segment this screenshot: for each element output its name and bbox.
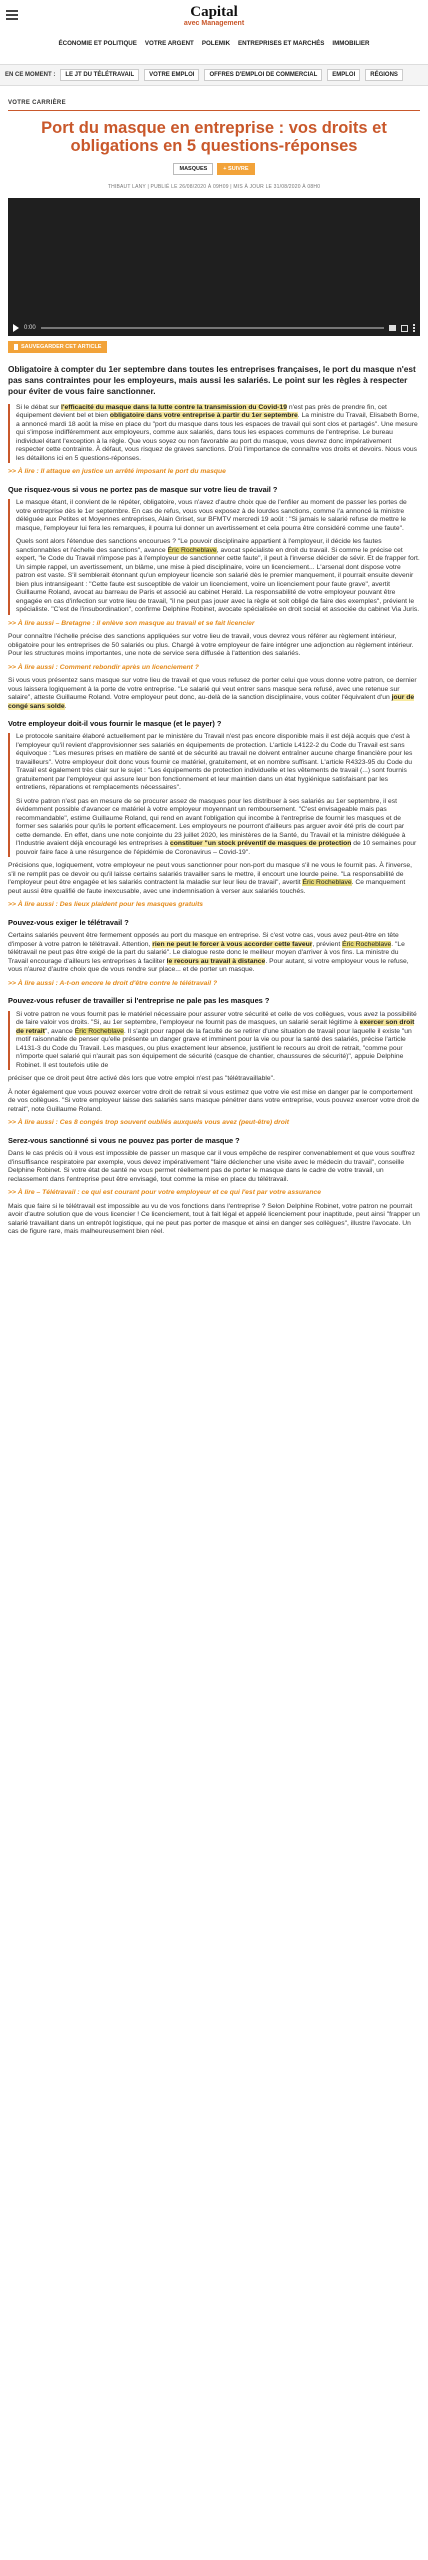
section-box [8, 733, 420, 857]
video-player[interactable] [8, 198, 420, 336]
section-heading: Pouvez-vous refuser de travailler si l'entreprise ne pale pas les masques ? [8, 996, 270, 1006]
save-article-button[interactable]: SAUVEGARDER CET ARTICLE [8, 341, 107, 353]
person-link[interactable]: Éric Rocheblave [74, 1027, 124, 1035]
paragraph: Dans le cas précis où il vous est impossible de passer un masque car il vous empêche de respirer convenablement et que vous souffrez d'insuffisance respiratoire par exemple, vous devez impérativement "faire déclencher une visite avec le médecin du travail", conseille Delphine Robinet. Si votre état de santé ne vous permet réellement pas de porter le masque dans le cadre de votre travail, un reclassement dans l'entreprise peut être envisagé, tout comme la mise en place du télétravail. [8, 1150, 415, 1183]
related-link[interactable]: >> À lire aussi : A-t-on encore le droit d'être contre le télétravail ? [8, 979, 218, 987]
article-body [8, 404, 420, 1237]
paragraph: Certains salariés peuvent être fermement opposés au port du masque en entreprise. Si c'est votre cas, vous avez peut-être en tête d'imposer à votre patron le télétravail. Attention, rien ne peut le forcer à vous accorder cette faveur, prévient Éric Rocheblave. "Le télétravail ne peut pas être exigé de la part du salarié". Le dialogue reste donc le meilleur moyen d'arriver à vos fins. La ministre du Travail encourage d'ailleurs les entreprises à faciliter le recours au travail à distance. Pour autant, si votre employeur vous le refuse, vous n'aurez d'autre choix que de vous rendre sur place... et de porter un masque. [8, 932, 409, 974]
paragraph: préciser que ce droit peut être activé dès lors que votre emploi n'est pas "télétravaillable". [8, 1075, 275, 1083]
inline-link[interactable]: le recours au travail à distance [166, 957, 266, 965]
volume-icon[interactable] [389, 325, 396, 331]
video-progress-track[interactable] [41, 327, 384, 329]
paragraph: Pour connaître l'échelle précise des sanctions appliquées sur votre lieu de travail, vous devrez vous référer au règlement intérieur, obligatoire pour les entreprises de 50 salariés ou plus. Chargé à votre employeur de faire intégrer une adjonction au règlement intérieur. Pour les structures moins importantes, une note de service sera diffusée à l'attention des salariés. [8, 633, 414, 658]
nav-item-argent[interactable]: VOTRE ARGENT [144, 40, 194, 47]
video-controls [8, 320, 420, 336]
site-header [0, 0, 428, 64]
related-link[interactable]: >> À lire aussi : Comment rebondir après un licenciement ? [8, 663, 199, 671]
trending-bar [0, 64, 428, 86]
inline-link[interactable]: exercer son droit de retrait [16, 1019, 415, 1035]
fullscreen-icon[interactable] [401, 325, 408, 332]
lead-paragraph: Si le débat sur l'efficacité du masque dans la lutte contre la transmission du Covid-19 n'est pas près de prendre fin, cet équipement devient bel et bien obligatoire dans votre entreprise à partir du 1er septembre. La ministre du Travail, Elisabeth Borne, a annoncé mardi 18 août la mise en place du "port du masque dans tous les espaces de travail qui sont clos et partagés". Une mesure qui s'impose indifféremment aux employeurs, comme aux salariés, dans tous les espaces communs de l'entreprise. Le bureau individuel étant l'exception à la règle. Que vous soyez ou non favorable au port du masque, vous devrez donc impérativement respecter cette contrainte. À défaut, vous risquez de graves sanctions. D'où l'importance de connaître vos droits et devoirs. Nous vous les détaillons ici en 5 questions-réponses. [8, 404, 420, 464]
trending-label: EN CE MOMENT : [5, 72, 56, 78]
section-heading: Serez-vous sanctionné si vous ne pouvez pas porter de masque ? [8, 1135, 240, 1145]
rubric[interactable]: VOTRE CARRIÈRE [8, 100, 66, 106]
related-link[interactable]: >> À lire : Il attaque en justice un arrêté imposant le port du masque [8, 468, 226, 476]
menu-icon[interactable] [6, 10, 18, 20]
paragraph: Si votre patron ne vous fournit pas le matériel nécessaire pour assurer votre sécurité et celle de vos collègues, vous avez la possibilité de faire valoir vos droits. "Si, au 1er septembre, l'employeur ne fournit pas de masques, un salarié serait légitime à exercer son droit de retrait", avance Éric Rocheblave. Il s'agit pour rappel de la faculté de se retirer d'une situation de travail pour laquelle il existe "un motif raisonnable de penser qu'elle présente un danger grave et imminent pour la vie ou pour la santé des salariés, précise l'article L4131-3 du Code du Travail. Les masques, ou plus exactement leur absence, justifient le recours au droit de retrait, "comme pour n'importe quel salarié qui n'aurait pas son équipement de sécurité (casque de chantier, chaussures de sécurité)", appuie Delphine Robinet. Il est toutefois utile de [16, 1010, 417, 1069]
section-box [8, 1011, 420, 1071]
inline-link[interactable]: jour de congé sans solde [8, 694, 415, 710]
person-link[interactable]: Éric Rocheblave [302, 879, 352, 887]
article-standfirst: Obligatoire à compter du 1er septembre dans toutes les entreprises françaises, le port du masque n'est pas sans contraintes pour les employeurs, mais aussi les salariés. Le point sur les règles à respecter pour éviter de vous faire sanctionner. [8, 364, 416, 397]
follow-button[interactable]: + SUIVRE [217, 163, 254, 175]
inline-link[interactable]: rien ne peut le forcer à vous accorder cette faveur [152, 940, 313, 948]
main-nav [0, 40, 428, 47]
inline-link[interactable]: constituer "un stock préventif de masques de protection [170, 840, 352, 848]
byline: THIBAUT LANY | PUBLIÉ LE 26/08/2020 À 09H09 | MIS À JOUR LE 31/08/2020 À 08H0 [107, 184, 321, 190]
rubric-divider [8, 110, 420, 111]
article-title: Port du masque en entreprise : vos droits et obligations en 5 questions-réponses [41, 119, 387, 155]
section-heading: Que risquez-vous si vous ne portez pas de masque sur votre lieu de travail ? [8, 484, 278, 494]
inline-link[interactable]: l'efficacité du masque dans la lutte contre la transmission du Covid-19 [61, 403, 287, 411]
paragraph: Mais que faire si le télétravail est impossible au vu de vos fonctions dans l'entreprise ? Selon Delphine Robinet, votre patron ne pourrait avoir d'autre solution que de vous licencier ! Ce licenciement, tout à fait légal et appelé licenciement pour inaptitude, peut ainsi "frapper un salarié travaillant dans un entrepôt logistique, qui ne peut pas porter de masque et ainsi en danger ses collègues", illustre l'avocate. Un cas de figure rare, mais malheureusement bien réel. [8, 1202, 420, 1236]
person-link[interactable]: Éric Rocheblave [167, 546, 217, 554]
video-time: 0:00 [24, 325, 36, 331]
paragraph: Le protocole sanitaire élaboré actuellement par le ministère du Travail n'est pas encore disponible mais il est déjà acquis que c'est à l'employeur qu'il revient d'approvisionner ses salariés en équipements de protection. L'article L4122-2 du Code du Travail est sans équivoque : "Les mesures prises en matière de santé et de sécurité au travail ne doivent entraîner aucune charge financière pour les travailleurs". Votre employeur doit donc vous fournir ce matériel, gratuitement, et en nombre suffisant. L'article R4323-95 du Code du Travail est également très clair sur le sujet : "Les équipements de protection individuelle et les vêtements de travail (...) sont fournis gratuitement par l'employeur qui assure leur bon fonctionnement et leur maintien dans un état hygiénique satisfaisant par les entretiens, réparations et remplacements nécessaires". [16, 733, 413, 792]
tag-masques[interactable]: MASQUES [173, 163, 213, 175]
trending-item-offres[interactable]: OFFRES D'EMPLOI DE COMMERCIAL [204, 69, 322, 81]
related-link[interactable]: >> À lire – Télétravail : ce qui est courant pour votre employeur et ce qui l'est par votre assurance [8, 1189, 321, 1197]
play-icon[interactable] [13, 324, 19, 332]
tag-row [0, 163, 428, 175]
bookmark-icon [14, 344, 18, 350]
inline-link[interactable]: obligatoire dans votre entreprise à partir du 1er septembre [109, 412, 298, 420]
trending-item-emploi-2[interactable]: EMPLOI [327, 69, 360, 81]
related-link[interactable]: >> À lire aussi : Ces 8 congés trop souvent oubliés auxquels vous avez (peut-être) droit [8, 1119, 289, 1127]
section-heading: Pouvez-vous exiger le télétravail ? [8, 917, 129, 927]
nav-item-entreprises[interactable]: ENTREPRISES ET MARCHÉS [238, 40, 325, 47]
section-heading: Votre employeur doit-il vous fournir le masque (et le payer) ? [8, 719, 222, 729]
nav-item-economie[interactable]: ÉCONOMIE ET POLITIQUE [58, 40, 137, 47]
paragraph: Précisions que, logiquement, votre employeur ne peut vous sanctionner pour non-port du masque s'il ne vous le fournit pas. À l'inverse, s'il ne remplit pas ce devoir ou qu'il laisse certains salariés travailler sans le mettre, il encourt une lourde peine. "La responsabilité de l'employeur peut être engagée et les salariés contractent la maladie sur leur lieu de travail", avertit Éric Rocheblave. Ce manquement peut aussi être qualifié de faute inexcusable, avec une indemnisation à verser aux salariés touchés. [8, 862, 413, 895]
nav-item-polemik[interactable]: POLEMIK [201, 40, 231, 47]
nav-item-immobilier[interactable]: IMMOBILIER [332, 40, 370, 47]
person-link[interactable]: Éric Rocheblave [342, 940, 392, 948]
more-options-icon[interactable] [413, 324, 415, 332]
trending-item-jt[interactable]: LE JT DU TÉLÉTRAVAIL [60, 69, 139, 81]
paragraph: Le masque étant, il convient de le répéter, obligatoire, vous n'avez d'autre choix que de l'enfiler au moment de passer les portes de votre entreprise dès le 1er septembre. En cas de refus, vous vous exposez à de lourdes sanctions, comme l'a annoncé la ministre déléguée aux Petites et Moyennes entreprises, Alain Griset, sur BFMTV mercredi 19 août : "Si jamais le salarié refuse de mettre le masque, l'employeur lui fera les remarques, il pourra lui donner un avertissement et cela pourra être considéré comme une faute". [16, 499, 407, 532]
related-link[interactable]: >> À lire aussi – Bretagne : il enlève son masque au travail et se fait licencier [8, 619, 255, 627]
site-logo[interactable]: Capital avec Management [183, 4, 245, 27]
related-link[interactable]: >> À lire aussi : Des lieux plaident pour les masques gratuits [8, 901, 204, 909]
paragraph: Si vous vous présentez sans masque sur votre lieu de travail et que vous refusez de porter celui que vous donne votre patron, ce dernier vous laissera logiquement à la porte de votre entreprise. "Le salarié qui veut entrer sans masque sera refusé, avec une retenue sur salaire", atteste Guillaume Roland. Votre employeur peut donc, au-delà de la sanction disciplinaire, vous coûter l'équivalent d'un jour de congé sans solde. [8, 677, 417, 710]
paragraph: Quels sont alors l'étendue des sanctions encourues ? "Le pouvoir disciplinaire appartient à l'employeur, il décide les fautes sanctionnables et l'échelle des sanctions", avance Éric Rocheblave, avocat spécialiste en droit du travail. Si comme le précise cet expert, "le Code du Travail n'impose pas à l'employeur de sanctionner cette faute", il peut à l'inverse décider de sévir. Et de frapper fort. Un simple rappel, un avertissement, un blâme, une mise à pied disciplinaire, voire un licenciement... L'arsenal dont dispose votre patron est vaste. S'il semblerait étonnant qu'un employeur licencie son salarié dès le premier manquement, il pourrait ensuite devenir bien plus intransigeant : "Cette faute est susceptible de valoir un licenciement, voire un licenciement pour faute grave", avertit Guillaume Roland, avocat au barreau de Paris et associé au cabinet Herald. La responsabilité de votre employeur pouvant être engagée en cas d'infection sur votre lieu de travail, "il ne peut pas jouer avec la règle et soit obligé de faire des exemples", prévient le spécialiste. "C'est de l'insubordination", confirme Delphine Robinet, avocate spécialisée en droit social et associée du cabinet Via Juris. [16, 538, 420, 614]
paragraph: Si votre patron n'est pas en mesure de se procurer assez de masques pour les distribuer à ses salariés au 1er septembre, il est évidemment possible d'avancer ce matériel à votre employeur moyennant un remboursement. "C'est envisageable mais pas recommandable", estime Guillaume Roland, qui rend en avant l'obligation qui incombe à l'entreprise de fournir les masques et de former ses salariés pour qu'ils le portent efficacement. Les employeurs ne pourront d'ailleurs pas arguer avoir été pris de court par cette demande. En effet, dans une note conjointe du 23 juillet 2020, les ministères de la Santé, du Travail et la ministre déléguée à l'Industrie avaient déjà encouragé les entreprises à constituer "un stock préventif de masques de protection de 10 semaines pour pouvoir faire face à une résurgence de l'épidémie de Coronavirus – Covid-19". [16, 797, 417, 856]
section-box [8, 499, 420, 615]
trending-item-regions[interactable]: RÉGIONS [365, 69, 403, 81]
paragraph: À noter également que vous pouvez exercer votre droit de retrait si vous estimez que votre vie est mise en danger par le comportement de vos collègues. "Si votre employeur laisse des salariés sans masque pénétrer dans votre entreprise, vous pouvez exercer votre droit de retrait", note Guillaume Roland. [8, 1088, 420, 1113]
trending-item-emploi[interactable]: VOTRE EMPLOI [144, 69, 199, 81]
